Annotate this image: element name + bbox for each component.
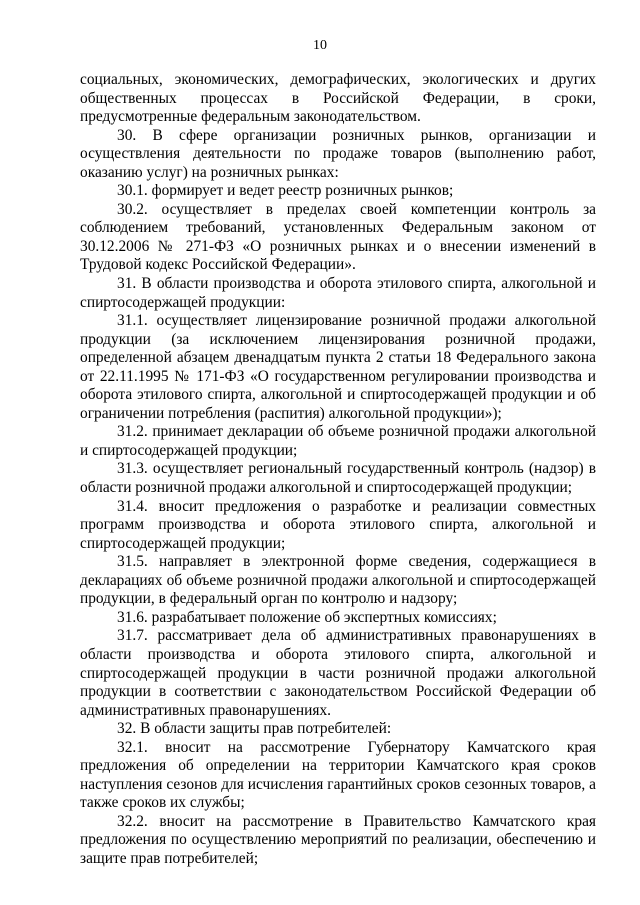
paragraph-30-1: 30.1. формирует и ведет реестр розничных рынков;: [117, 182, 454, 200]
page-number: 10: [313, 38, 327, 53]
paragraph-31: 31. В области производства и оборота этилового спирта, алкогольной и спиртосодержащей продукции:: [80, 275, 596, 311]
paragraph-31-5: 31.5. направляет в электронной форме сведения, содержащиеся в декларациях об объеме розничной продажи алкогольной и спиртосодержащей продукции, в федеральный орган по контролю и надзору;: [80, 553, 596, 608]
paragraph-32-1: 32.1. вносит на рассмотрение Губернатору Камчатского края предложения об определении на территории Камчатского края сроков наступления сезонов для исчисления гарантийных сроков сезонных товаров, а также сроков их службы;: [80, 738, 596, 812]
paragraph-31-4: 31.4. вносит предложения о разработке и реализации совместных программ производства и оборота этилового спирта, алкогольной и спиртосодержащей продукции;: [80, 497, 596, 552]
document-body: [80, 71, 596, 869]
paragraph-continuation: социальных, экономических, демографических, экологических и других общественных процессах в Российской Федерации, в сроки, предусмотренные федеральным законодательством.: [80, 71, 596, 126]
paragraph-30-2: 30.2. осуществляет в пределах своей компетенции контроль за соблюдением требований, установленных Федеральным законом от 30.12.2006 № 271-ФЗ «О розничных рынках и о внесении изменений в Трудовой кодекс Российской Федерации».: [80, 200, 596, 274]
paragraph-30: 30. В сфере организации розничных рынков, организации и осуществления деятельности по продаже товаров (выполнению работ, оказанию услуг) на розничных рынках:: [80, 126, 596, 181]
paragraph-32-2: 32.2. вносит на рассмотрение в Правительство Камчатского края предложения по осуществлению мероприятий по реализации, обеспечению и защите прав потребителей;: [80, 812, 596, 867]
paragraph-31-1: 31.1. осуществляет лицензирование розничной продажи алкогольной продукции (за исключением лицензирования розничной продажи, определенной абзацем двенадцатым пункта 2 статьи 18 Федерального закона от 22.11.1995 № 171-ФЗ «О государственном регулировании производства и оборота этилового спирта, алкогольной и спиртосодержащей продукции и об ограничении потребления (распития) алкогольной продукции»);: [80, 312, 596, 422]
paragraph-31-2: 31.2. принимает декларации об объеме розничной продажи алкогольной и спиртосодержащей продукции;: [80, 423, 596, 459]
paragraph-31-3: 31.3. осуществляет региональный государственный контроль (надзор) в области розничной продажи алкогольной и спиртосодержащей продукции;: [80, 460, 596, 497]
paragraph-32: 32. В области защиты прав потребителей:: [117, 720, 392, 738]
paragraph-31-7: 31.7. рассматривает дела об административных правонарушениях в области производства и оборота этилового спирта, алкогольной и спиртосодержащей продукции в части розничной продажи алкогольной продукции в соответствии с законодательством Российской Федерации об административных правонарушениях.: [80, 627, 596, 719]
paragraph-31-6: 31.6. разрабатывает положение об экспертных комиссиях;: [117, 608, 497, 626]
